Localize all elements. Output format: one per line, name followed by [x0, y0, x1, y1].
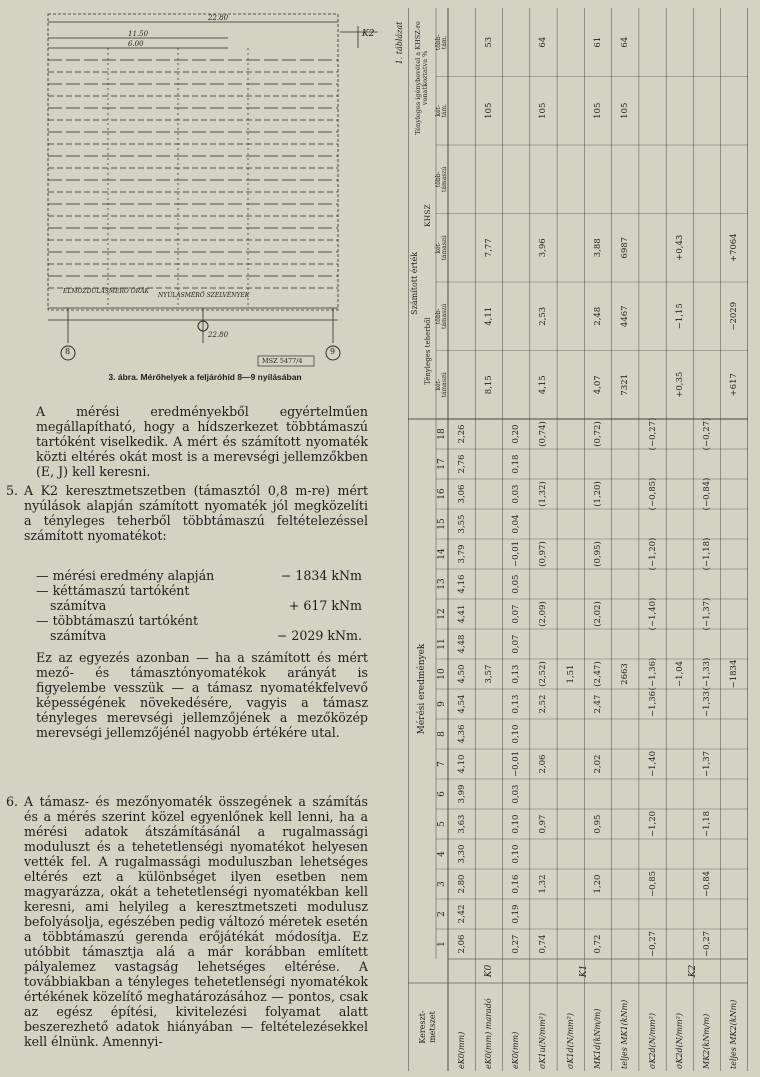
table-cell: 4,15 [538, 375, 549, 395]
table-cell: 6987 [620, 236, 631, 259]
table-cell: 64 [620, 36, 631, 48]
table-cell: 2,42 [456, 904, 467, 924]
table-cell: −2029 [729, 301, 740, 331]
column-subheader: két- tám. [435, 103, 448, 118]
table-cell: (−1,40) [647, 597, 658, 631]
row-label: σK2d(N/mm²) [674, 1013, 684, 1069]
table-cell: (0,97) [538, 541, 549, 567]
row-label: σK1d(N/mm²) [565, 1013, 575, 1069]
column-number: 9 [437, 701, 447, 707]
table-cell: 61 [592, 36, 603, 48]
column-number: 11 [437, 638, 447, 650]
group-k1: K1 [579, 964, 590, 978]
table-cell: 3,88 [592, 238, 603, 258]
section-5-text: A K2 keresztmetszetben (támasztól 0,8 m-re) mért nyúlások alapján számított nyomaték jól megközelíti a tényleges teherből többtámaszú feltételezéssel számított nyomatékot: [24, 483, 368, 543]
header-cross-section: Kereszt- metszet [418, 1010, 437, 1044]
table-cell: 4,16 [456, 574, 467, 594]
table-cell: −1,33 [702, 690, 713, 718]
list-item-label: — kéttámaszú tartóként [36, 583, 190, 598]
table-cell: 0,16 [511, 874, 522, 894]
table-cell: −1,15 [674, 303, 685, 330]
table-cell: 4,10 [456, 754, 467, 774]
section-number: 5. [6, 483, 19, 498]
table-cell: 0,10 [511, 724, 522, 744]
table-cell: 0,95 [592, 814, 603, 834]
table-cell: 3,96 [538, 238, 549, 258]
table-cell: +7064 [729, 233, 740, 263]
row-label: σK1u(N/mm²) [538, 1013, 548, 1069]
table-cell: 0,05 [511, 574, 522, 594]
list-item-label: — mérési eredmény alapján [36, 568, 215, 583]
column-number: 2 [437, 911, 447, 917]
column-number: 14 [437, 548, 447, 560]
table-cell: 4,54 [456, 694, 467, 714]
table-cell: 0,74 [538, 934, 549, 954]
table-cell: (−0,85) [647, 477, 658, 511]
list-item-value: − 1834 kNm [280, 568, 362, 583]
table-cell: 4,50 [456, 664, 467, 684]
bridge-span-drawing [28, 8, 388, 368]
table-cell: (2,47) [592, 661, 603, 687]
figure-beam-label: NYÚLÁSMÉRŐ SZELVÉNYEK [158, 292, 250, 299]
table-cell: 4,48 [456, 634, 467, 654]
paragraph: Ez az egyezés azonban — ha a számított és mért mező- és támasztónyomatékok arányát is figyelembe vesszük — a támasz nyomatékfelvevő képességének növekedésére, vagyis a támasz tényleges merevségi jellemzőjének a mezőközép merevségi jellemzőjénél nagyobb értékére utal. [36, 650, 368, 740]
table-cell: +617 [729, 373, 740, 397]
table-cell: 105 [483, 102, 494, 119]
table-cell: (0,95) [592, 541, 603, 567]
column-subheader: több- támaszú [435, 166, 448, 192]
figure-support-label: 8 [65, 347, 71, 356]
table-cell: −1,40 [647, 750, 658, 778]
table-cell: 0,07 [511, 604, 522, 624]
table-cell: (−1,36) [647, 657, 658, 691]
table-cell: 1,32 [538, 874, 549, 894]
table-cell: 3,79 [456, 544, 467, 564]
table-cell: (−1,33) [702, 657, 713, 691]
table-cell: −1834 [729, 659, 740, 689]
measurement-points-figure [28, 8, 388, 368]
measurement-table [395, 8, 748, 1071]
table-cell: −0,27 [702, 930, 713, 958]
table-cell: −0,85 [647, 870, 658, 898]
table-cell: 0,97 [538, 814, 549, 834]
table-cell: 0,13 [511, 694, 522, 714]
table-cell: (1,20) [592, 481, 603, 507]
row-label: teljes MK1(kNm) [620, 999, 630, 1069]
group-k0: K0 [483, 964, 494, 978]
column-number: 18 [437, 428, 447, 440]
table-cell: 2,06 [538, 754, 549, 774]
table-cell: 1,51 [565, 664, 576, 684]
table-cell: 1,20 [592, 874, 603, 894]
table-cell: 0,03 [511, 784, 522, 804]
table-cell: 2,80 [456, 874, 467, 894]
table-cell: 53 [483, 36, 494, 48]
section-number: 6. [6, 794, 19, 809]
table-cell: 64 [538, 36, 549, 48]
list-item-value: + 617 kNm [288, 598, 362, 613]
column-number: 15 [437, 518, 447, 530]
table-cell: −0,27 [647, 930, 658, 958]
row-label: eK0(mm) maradó [483, 998, 493, 1069]
figure-mark-label: MSZ 5477/4 [262, 357, 303, 365]
table-cell: 2,76 [456, 454, 467, 474]
table-cell: 0,19 [511, 904, 522, 924]
table-cell: 0,13 [511, 664, 522, 684]
table-cell: (−0,27) [702, 417, 713, 451]
table-cell: (2,52) [538, 661, 549, 687]
table-cell: 2,02 [592, 754, 603, 774]
column-number: 3 [437, 881, 447, 887]
table-cell: −0,01 [511, 540, 522, 568]
header-measured-results: Mérési eredmények [417, 643, 427, 735]
table-cell: 3,55 [456, 514, 467, 534]
table-cell: (1,32) [538, 481, 549, 507]
table-cell: 2,53 [538, 306, 549, 326]
table-cell: 4,11 [483, 306, 494, 326]
section-6-text: A támasz- és mezőnyomaték összegének a számítás és a mérés szerint közel egyenlőnek kell lenni, ha a mérési adatok átszámításánál a rugalmassági moduluszt és a tehetetlenségi nyomatékot helyesen vették fel. A rugalmassági moduluszban lehetséges eltérés ezt a különbséget ilyen esetben nem magyarázza, okát a tehetetlenségi nyomatékban kell keresni, ami helyileg a keresztmetszeti modulusz befolyásolja, egészében pedig változó méretek esetén a többtámaszú gerenda erőjátékát módosítja. Ez utóbbit támasztja alá a már korábban említett pályalemez vastagság lehetséges eltérése. A továbbiakban a tényleges tehetetlenségi nyomatékok értékének közelítő meghatározásához — pontos, csak az egész építési, kivitelezési folyamat alatt beszerezhető adatok hiányában — feltételezésekkel kell élnünk. Amennyi- [24, 794, 368, 1049]
table-cell: 2,26 [456, 424, 467, 444]
table-cell: 0,72 [592, 934, 603, 954]
group-k2: K2 [688, 964, 699, 978]
table-cell: 3,57 [483, 664, 494, 684]
table-cell: 105 [620, 102, 631, 119]
table-cell: 7321 [620, 373, 631, 396]
column-number: 1 [437, 941, 447, 947]
column-number: 5 [437, 821, 447, 827]
row-label: σK2d(N/mm²) [647, 1013, 657, 1069]
table-cell: +0,35 [674, 371, 685, 398]
figure-dim-label: 6.00 [128, 40, 144, 48]
table-cell: −0,84 [702, 870, 713, 898]
table-cell: −0,01 [511, 750, 522, 778]
table-cell: 0,07 [511, 634, 522, 654]
paragraph: A mérési eredményekből egyértelműen megállapítható, hogy a hídszerkezet többtámaszú tartóként viselkedik. A mért és számított nyomaték közti eltérés okát most is a merevségi jellemzőkben (E, J) kell keresni. [36, 404, 368, 479]
table-title: 1. táblázat [395, 21, 404, 65]
table-cell: 3,99 [456, 784, 467, 804]
table-cell: (−1,18) [702, 537, 713, 571]
table-cell: (0,74) [538, 421, 549, 447]
list-item-value: − 2029 kNm. [276, 628, 362, 643]
table-cell: 2,06 [456, 934, 467, 954]
figure-caption: 3. ábra. Mérőhelyek a feljáróhíd 8—9 nyílásában [108, 372, 302, 382]
table-cell: 2,47 [592, 694, 603, 714]
column-subheader: több- támaszú [435, 303, 448, 329]
table-cell: (−1,37) [702, 597, 713, 631]
header-actual-load: Tényleges teherből [424, 317, 432, 385]
table-cell: 7,77 [483, 238, 494, 258]
table-cell: (0,72) [592, 421, 603, 447]
list-item-label: — többtámaszú tartóként [36, 613, 199, 628]
column-number: 8 [437, 731, 447, 737]
column-subheader: két- támaszú [435, 235, 448, 261]
table-cell: −1,20 [647, 810, 658, 838]
table-cell: 3,63 [456, 814, 467, 834]
row-label: MK2(kNm/m) [702, 1013, 712, 1069]
figure-k2-label: K2 [362, 29, 375, 39]
column-number: 17 [437, 458, 447, 470]
table-cell: 0,20 [511, 424, 522, 444]
figure-dim-label: 22.80 [208, 331, 229, 339]
figure-beam-label: ELMOZDULÁSMÉRŐ ÓRÁK [63, 288, 150, 295]
column-number: 7 [437, 761, 447, 767]
table-cell: −1,18 [702, 810, 713, 838]
row-label: teljes MK2(kNm) [729, 999, 739, 1069]
table-cell: 3,06 [456, 484, 467, 504]
column-subheader: több- tám. [435, 34, 448, 51]
table-cell: 0,10 [511, 814, 522, 834]
header-calculated-values: Számított érték [410, 251, 419, 315]
table-cell: 105 [538, 102, 549, 119]
figure-support-label: 9 [330, 347, 336, 356]
table-cell: −1,36 [647, 690, 658, 718]
figure-dim-label: 11.50 [128, 30, 149, 38]
column-number: 13 [437, 578, 447, 590]
table-cell: (−0,27) [647, 417, 658, 451]
list-item-label: számítva [50, 598, 107, 613]
table-cell: (−1,20) [647, 537, 658, 571]
table-cell: −1,04 [674, 660, 685, 688]
column-number: 10 [437, 668, 447, 680]
table-cell: 2,48 [592, 306, 603, 326]
table-cell: 3,30 [456, 844, 467, 864]
table-cell: 0,18 [511, 454, 522, 474]
table-cell: 4,41 [456, 604, 467, 624]
list-item-label: számítva [50, 628, 107, 643]
column-subheader: két- támaszú [435, 372, 448, 398]
table-cell: (−0,84) [702, 477, 713, 511]
table-cell: 105 [592, 102, 603, 119]
table-cell: 4,36 [456, 724, 467, 744]
table-cell: 4467 [620, 305, 631, 328]
row-label: MK1d(kNm/m) [592, 1008, 602, 1069]
table-cell: 0,03 [511, 484, 522, 504]
table-cell: 0,27 [511, 934, 522, 954]
table-cell: −1,37 [702, 750, 713, 778]
table-cell: 0,04 [511, 514, 522, 534]
table-cell: (2,09) [538, 601, 549, 627]
table-cell: 4,07 [592, 375, 603, 395]
table-cell: 0,10 [511, 844, 522, 864]
column-number: 12 [437, 608, 447, 620]
column-number: 16 [437, 488, 447, 500]
column-number: 4 [437, 851, 447, 857]
table-cell: 8,15 [483, 375, 494, 395]
column-number: 6 [437, 791, 447, 797]
row-label: eK0(mm) [456, 1031, 466, 1069]
table-cell: 2663 [620, 663, 631, 685]
table-cell: +0,43 [674, 234, 685, 261]
header-khsz: KHSZ [423, 204, 432, 227]
header-ratio: Tényleges igénybevétel a KHSZ-re vonatkoztatva % [414, 21, 429, 135]
figure-dim-label: 22.80 [208, 14, 229, 22]
row-label: eK0(mm) [511, 1031, 521, 1069]
table-cell: 2,52 [538, 694, 549, 714]
table-cell: (2,02) [592, 601, 603, 627]
